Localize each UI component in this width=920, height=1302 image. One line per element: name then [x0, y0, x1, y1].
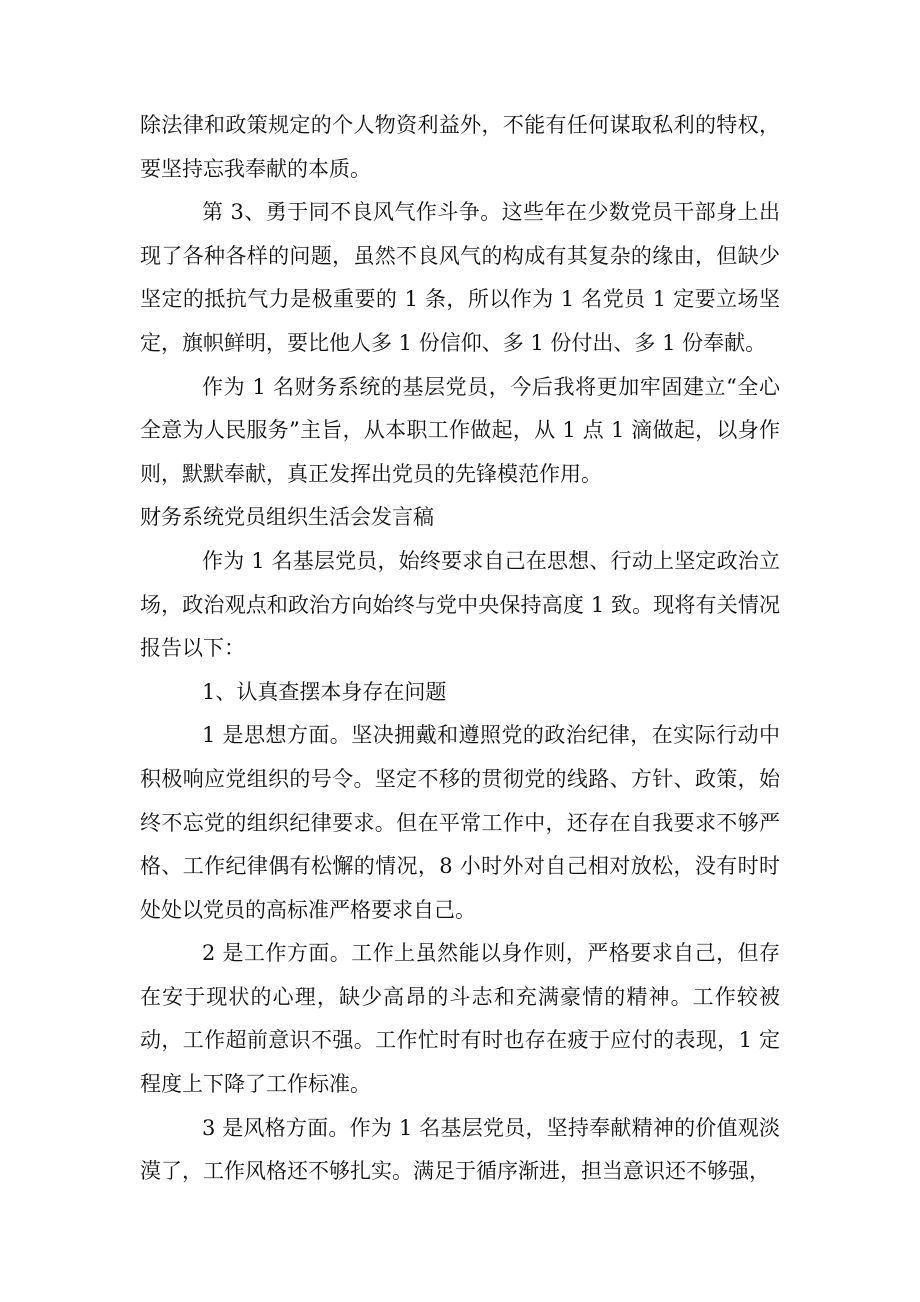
section-title: 财务系统党员组织生活会发言稿 — [140, 505, 434, 530]
document-body — [140, 104, 780, 1194]
paragraph-point-3: 第 3、勇于同不良风气作斗争。这些年在少数党员干部身上出现了各种各样的问题，虽然不良风气的构成有其复杂的缘由，但缺少坚定的抵抗气力是极重要的 1 条，所以作为 1 名党员 1 定要立场坚定，旗帜鲜明，要比他人多 1 份信仰、多 1 份付出、多 1 份奉献。 — [140, 200, 780, 355]
paragraph-style: 3 是风格方面。作为 1 名基层党员，坚持奉献精神的价值观淡漠了，工作风格还不够扎实。满足于循序渐进，担当意识还不够强， — [140, 1115, 780, 1184]
paragraph-intro: 作为 1 名基层党员，始终要求自己在思想、行动上坚定政治立场，政治观点和政治方向始终与党中央保持高度 1 致。现将有关情况报告以下： — [140, 548, 780, 661]
paragraph-work: 2 是工作方面。工作上虽然能以身作则，严格要求自己，但存在安于现状的心理，缺少高昂的斗志和充满豪情的精神。工作较被动，工作超前意识不强。工作忙时有时也存在疲于应付的表现，1 定程度上下降了工作标准。 — [140, 941, 780, 1097]
paragraph-thought: 1 是思想方面。坚决拥戴和遵照党的政治纪律，在实际行动中积极响应党组织的号令。坚定不移的贯彻党的线路、方针、政策，始终不忘党的组织纪律要求。但在平常工作中，还存在自我要求不够严格、工作纪律偶有松懈的情况，8 小时外对自己相对放松，没有时时处处以党员的高标准严格要求自己。 — [140, 723, 780, 922]
paragraph-conclusion: 作为 1 名财务系统的基层党员，今后我将更加牢固建立“全心全意为人民服务”主旨，从本职工作做起，从 1 点 1 滴做起，以身作则，默默奉献，真正发挥出党员的先锋模范作用。 — [140, 374, 780, 486]
paragraph-continuation: 除法律和政策规定的个人物资利益外，不能有任何谋取私利的特权，要坚持忘我奉献的本质。 — [140, 113, 780, 181]
section-heading-1: 1、认真查摆本身存在问题 — [202, 679, 447, 704]
